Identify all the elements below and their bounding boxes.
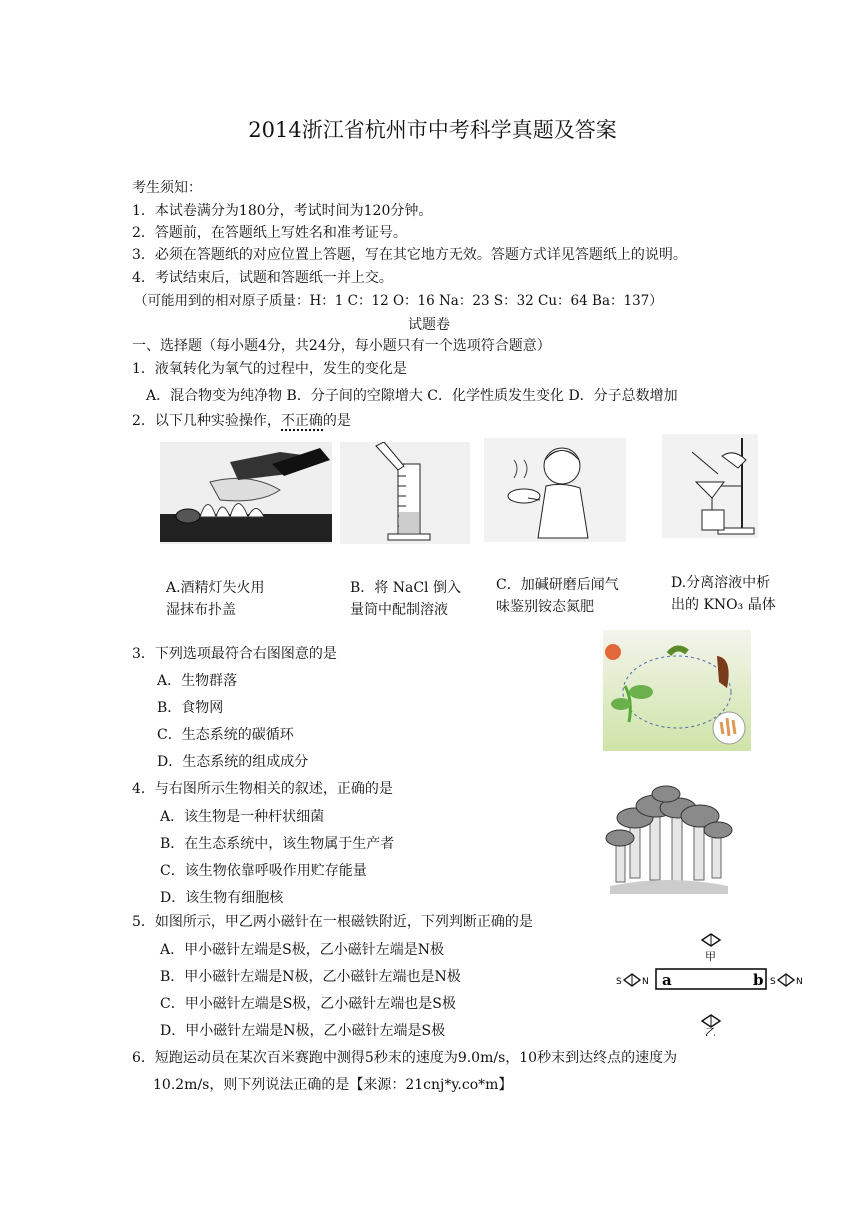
page-title: 2014浙江省杭州市中考科学真题及答案 [248, 118, 617, 142]
q6-line2: 10.2m/s，则下列说法正确的是【来源：21cnj*y.co*m】 [153, 1077, 513, 1093]
atomic-mass-note: （可能用到的相对原子质量：H：1 C：12 O：16 Na：23 S：32 Cu：64 Ba：137） [134, 293, 663, 309]
q2-figure-b [340, 442, 470, 544]
right-n-label: N [796, 977, 803, 987]
label-jia: 甲 [705, 950, 716, 963]
magnet-end-b: b [753, 971, 764, 989]
section-heading: 一、选择题（每小题4分，共24分，每小题只有一个选项符合题意） [132, 338, 551, 354]
magnet-end-a: a [662, 971, 672, 989]
notice-item: 2．答题前，在答题纸上写姓名和准考证号。 [132, 225, 407, 241]
left-s-label: S [616, 977, 622, 987]
q2-emphasis: 不正确 [280, 413, 323, 429]
q4-option: A．该生物是一种杆状细菌 [160, 809, 325, 825]
left-n-label: N [642, 977, 649, 987]
q3-option: B．食物网 [157, 700, 224, 716]
q1-options: A．混合物变为纯净物 B．分子间的空隙增大 C．化学性质发生变化 D．分子总数增加 [146, 388, 678, 404]
q5-option: A．甲小磁针左端是S极，乙小磁针左端是N极 [160, 942, 444, 958]
label-yi: 乙 [705, 1026, 716, 1036]
notice-item: 3．必须在答题纸的对应位置上答题，写在其它地方无效。答题方式详见答题纸上的说明。 [132, 247, 687, 263]
notice-heading: 考生须知： [132, 180, 202, 196]
q4-mushroom-figure [600, 778, 736, 896]
q2-caption-b: B．将 NaCl 倒入 量筒中配制溶液 [350, 580, 461, 618]
q1-stem: 1．液氧转化为氧气的过程中，发生的变化是 [132, 361, 407, 377]
q6-line1: 6．短跑运动员在某次百米赛跑中测得5秒末的速度为9.0m/s，10秒末到达终点的速度为 [132, 1050, 678, 1066]
q3-option: D．生态系统的组成成分 [157, 754, 309, 770]
q2-stem: 2．以下几种实验操作，不正确的是 [132, 413, 351, 429]
q4-option: D．该生物有细胞核 [160, 890, 284, 906]
q4-stem: 4．与右图所示生物相关的叙述，正确的是 [132, 781, 393, 797]
q4-option: B．在生态系统中，该生物属于生产者 [160, 836, 395, 852]
q2-caption-c: C．加碱研磨后闻气 味鉴别铵态氮肥 [496, 577, 619, 615]
q5-magnet-figure [612, 930, 808, 1036]
paper-label: 试题卷 [408, 317, 450, 333]
q5-option: B．甲小磁针左端是N极，乙小磁针左端也是N极 [160, 969, 461, 985]
q3-ecosystem-figure [603, 630, 751, 751]
bar-magnet [656, 969, 766, 989]
q3-option: C．生态系统的碳循环 [157, 727, 294, 743]
q2-figure-c [484, 438, 626, 542]
q2-figure-d [662, 434, 758, 538]
right-s-label: S [770, 977, 776, 987]
q4-option: C．该生物依靠呼吸作用贮存能量 [160, 863, 367, 879]
notice-item: 4．考试结束后，试题和答题纸一并上交。 [132, 270, 393, 286]
q3-option: A．生物群落 [157, 673, 238, 689]
q2-figure-a [160, 442, 332, 544]
q5-option: C．甲小磁针左端是S极，乙小磁针左端也是S极 [160, 996, 456, 1012]
q5-stem: 5．如图所示，甲乙两小磁针在一根磁铁附近，下列判断正确的是 [132, 914, 533, 930]
q5-option: D．甲小磁针左端是N极，乙小磁针左端是S极 [160, 1023, 446, 1039]
q2-caption-d: D.分离溶液中析 出的 KNO₃ 晶体 [671, 575, 776, 613]
q3-stem: 3．下列选项最符合右图图意的是 [132, 646, 337, 662]
notice-item: 1．本试卷满分为180分，考试时间为120分钟。 [132, 203, 433, 219]
q2-caption-a: A.酒精灯失火用 湿抹布扑盖 [166, 580, 265, 618]
